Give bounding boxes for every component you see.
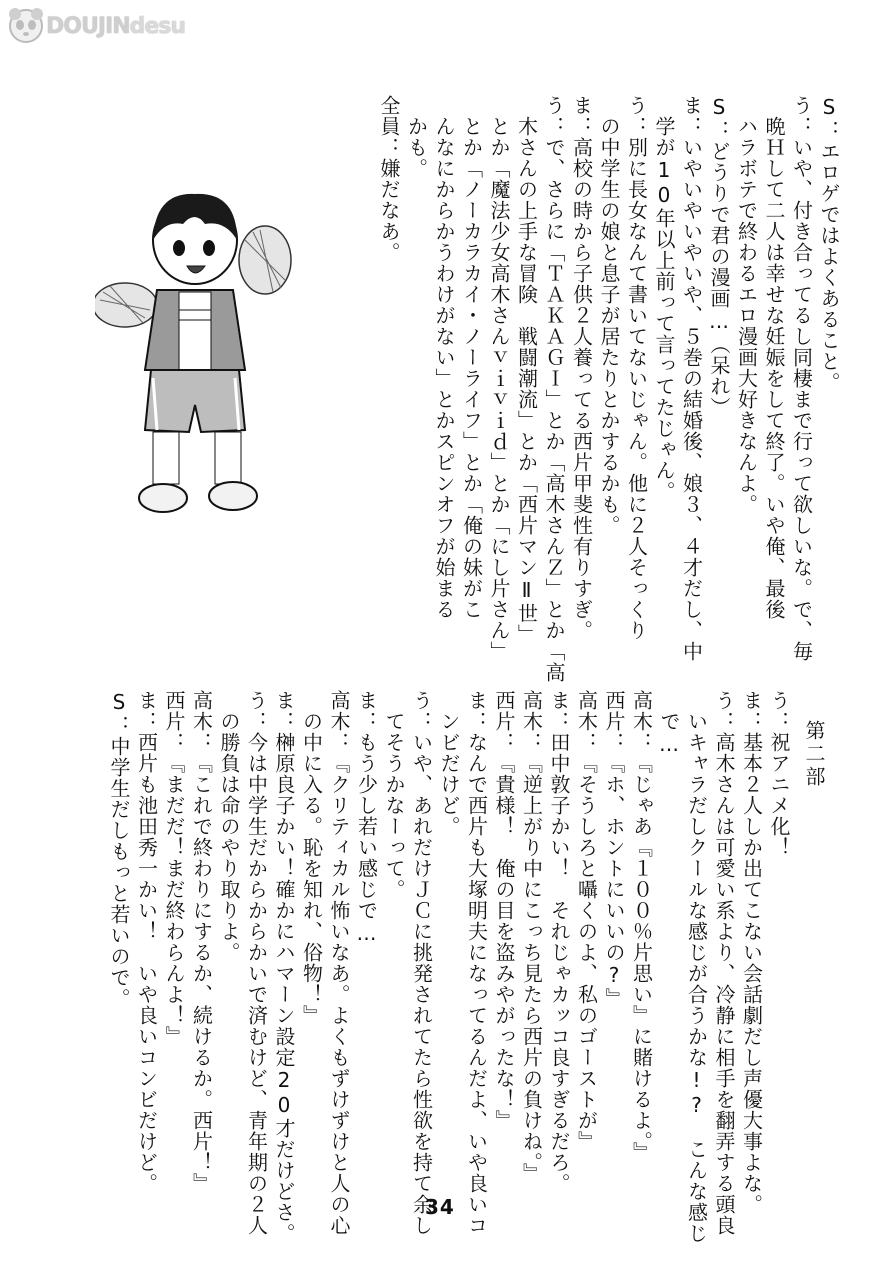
top-dialogue-line: S：エロゲではよくあること。 <box>817 95 841 393</box>
bottom-dialogue-line: 高木：『逆上がり中にこっち見たら西片の負けね。』 <box>519 690 544 1184</box>
logo-wordmark <box>46 14 185 39</box>
bottom-dialogue-line: ま：基本２人しか出てこない会話劇だし声優大事よな。 <box>739 690 764 1215</box>
bottom-dialogue-line: ま：榊原良子かい！確かにハマーン設定20才だけどさ。 <box>272 690 296 1244</box>
bottom-dialogue-line: う：今は中学生だからからかいで済むけど、青年期の２人 <box>244 690 269 1236</box>
bottom-dialogue-line: S：中学生だしもっと若いので。 <box>107 690 131 1009</box>
bottom-dialogue-line: てそうかなーって。 <box>382 690 406 900</box>
top-dialogue-line: S：どうりで君の漫画…（呆れ） <box>707 95 731 418</box>
bottom-dialogue-line: 高木：『これで終わりにするか、続けるか。西片！』 <box>189 690 214 1194</box>
bottom-dialogue-line: 西片：『貴様！ 俺の目を盗みやがったな！』 <box>492 690 516 1131</box>
bottom-dialogue-line: で… <box>657 690 681 757</box>
bottom-dialogue-line: ま：西片も池田秀一かい！ いや良いコンビだけど。 <box>134 690 159 1194</box>
page-number: 34 <box>425 1195 455 1219</box>
bottom-dialogue-line: 高木：『そうしろと囁くのよ、私のゴーストが』 <box>574 690 599 1152</box>
bottom-dialogue-line: う：高木さんは可愛い系より、冷静に相手を翻弄する頭良 <box>712 690 736 1236</box>
logo-brand-suffix: desu <box>129 14 186 39</box>
section-heading: 第二部 <box>802 720 826 789</box>
bottom-dialogue-line: う：いや、あれだけＪＣに挑発されてたら性欲を持て余し <box>409 690 434 1236</box>
bottom-dialogue-line: 西片：『まだだ！まだ終わらんよ！』 <box>162 690 186 1047</box>
top-dialogue-line: 学が10年以上前って言ってたじゃん。 <box>652 95 676 502</box>
site-logo <box>6 6 186 50</box>
top-dialogue-line: ま：高校の時から子供２人養ってる西片甲斐性有りすぎ。 <box>569 95 594 641</box>
bottom-dialogue-line: ま：もう少し若い感じで… <box>354 690 379 946</box>
top-dialogue-line: とか「魔法少女高木さんｖｉｖｉｄ」とか「にし片さん」 <box>487 95 511 662</box>
bottom-dialogue-line: 高木：『じゃあ『１００％片思い』に賭けるよ。』 <box>629 690 654 1163</box>
top-dialogue-line: 全員：嫌だなあ。 <box>377 95 401 263</box>
bottom-dialogue-line: の勝負は命のやり取りよ。 <box>217 690 241 963</box>
top-dialogue-line: ハラボテで終わるエロ漫画大好きなんよ。 <box>734 95 759 515</box>
top-dialogue-line: の中学生の娘と息子が居たりとかするかも。 <box>597 95 621 536</box>
top-dialogue-line: 晩Ｈして二人は幸せな妊娠をして終了。いや俺、最後 <box>762 95 786 620</box>
panda-logo-icon <box>6 6 46 46</box>
top-dialogue-line: う：別に長女なんて書いてないじゃん。他に２人そっくり <box>624 95 649 641</box>
top-dialogue-line: ま：いやいやいやいや、５巻の結婚後、娘３、４才だし、中 <box>679 95 704 662</box>
bottom-dialogue-line: 高木：『クリティカル怖いなあ。よくもずけずけと人の心 <box>327 690 351 1236</box>
top-dialogue-line: かも。 <box>404 95 429 179</box>
bottom-dialogue-line: いキャラだしクールな感じが合うかな!? こんな感じ <box>684 690 709 1244</box>
top-dialogue-line: う：で、さらに「ＴＡＫＡＧＩ」とか「高木さんＺ」とか「高 <box>542 95 566 683</box>
top-dialogue-line: とか「ノーカラカイ・ノーライフ」とか「俺の妹がこ <box>459 95 484 620</box>
bottom-dialogue-line: 西片：『ホ、ホントにいいの?』 <box>602 690 626 1009</box>
bottom-dialogue-line: の中に入る。恥を知れ、俗物！』 <box>299 690 324 1026</box>
bottom-dialogue-line: ま：なんで西片も大塚明夫になってるんだよ、いや良いコ <box>464 690 489 1236</box>
logo-brand-prefix: DOUJIN <box>46 14 130 39</box>
cheerleader-character-illustration <box>95 180 295 530</box>
top-dialogue-line: んなにからかうわけがない」とかスピンオフが始まる <box>432 95 456 620</box>
bottom-dialogue-line: ま：田中敦子かい！ それじゃカッコ良すぎるだろ。 <box>547 690 571 1194</box>
top-dialogue-line: う：いや、付き合ってるし同棲まで行って欲しいな。で、毎 <box>789 95 814 662</box>
top-dialogue-line: 木さんの上手な冒険 戦闘潮流」とか「西片マンⅡ世」 <box>514 95 539 645</box>
bottom-dialogue-line: ンビだけど。 <box>437 690 461 837</box>
bottom-dialogue-line: う：祝アニメ化！ <box>767 690 791 858</box>
